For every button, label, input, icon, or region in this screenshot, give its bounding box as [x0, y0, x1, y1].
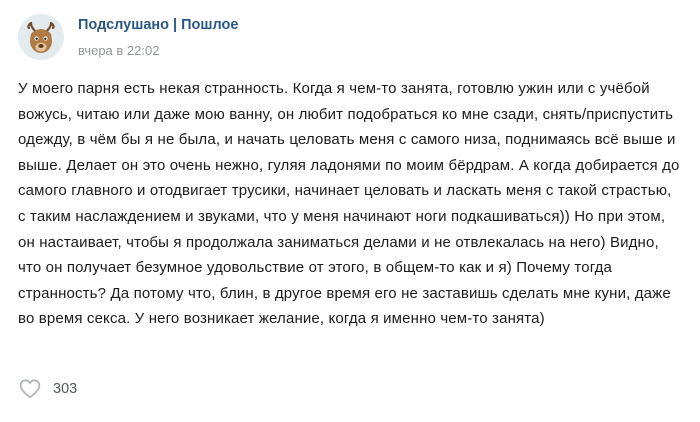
deer-avatar-icon [18, 14, 64, 60]
post-date[interactable]: вчера в 22:02 [78, 43, 160, 58]
group-name-link[interactable]: Подслушано | Пошлое [78, 17, 239, 33]
post-header [0, 0, 700, 76]
post-footer [0, 374, 700, 422]
avatar[interactable] [18, 14, 64, 60]
heart-icon[interactable] [18, 377, 42, 401]
post-text: У моего парня есть некая странность. Когда я чем-то занята, готовлю ужин или с учёбой вожусь, читаю или даже мою ванну, он любит подобраться ко мне сзади, снять/приспустить одежду, в чём бы я не была, и начать целовать меня с самого низа, поднимаясь всё выше и выше. Делает он это очень нежно, гуляя ладонями по моим бёрдрам. А когда добирается до самого главного и отодвигает трусики, начинает целовать и ласкать меня с такой страстью, с таким наслаждением и звуками, что у меня начинают ноги подкашиваться)) Но при этом, он настаивает, чтобы я продолжала заниматься делами и не отвлекалась на него) Видно, что он получает безумное удовольствие от этого, в общем-то как и я) Почему тогда странность? Да потому что, блин, в другое время его не заставишь сделать мне куни, даже во время секса. У него возникает желание, когда я именно чем-то занята) [18, 80, 680, 328]
like-button[interactable] [18, 377, 77, 401]
like-count: 303 [53, 381, 78, 397]
post-meta [78, 14, 238, 59]
